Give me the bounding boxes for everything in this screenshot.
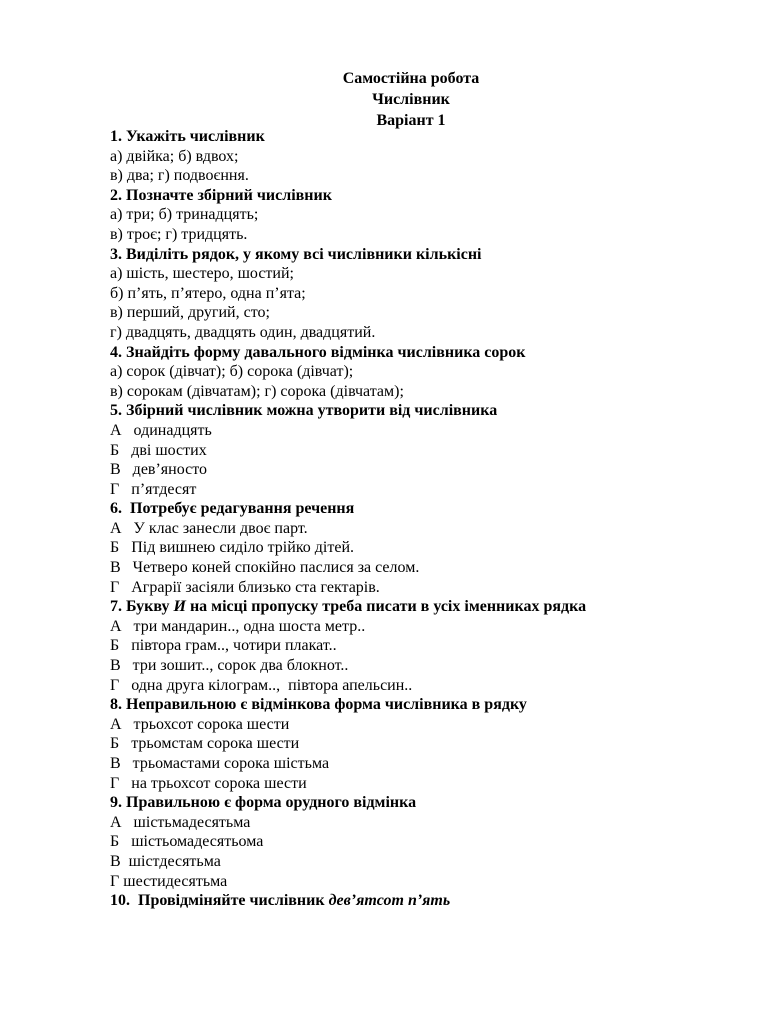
- question-9-title: 9. Правильною є форма орудного відмінка: [110, 794, 417, 812]
- question-8-option-d: Г на трьохсот сорока шести: [110, 774, 307, 792]
- question-7-title-start: 7. Букву: [110, 598, 174, 616]
- question-5-title: 5. Збірний числівник можна утворити від числівника: [110, 402, 498, 420]
- question-8-option-b: Б трьомстам сорока шести: [110, 735, 300, 753]
- worksheet-header: [0, 68, 768, 131]
- question-1-option-line: в) два; г) подвоєння.: [110, 167, 249, 185]
- question-7-option-d: Г одна друга кілограм.., півтора апельсин..: [110, 676, 413, 694]
- question-4-option-line: в) сорокам (дівчатам); г) сорока (дівчатам);: [110, 382, 404, 400]
- question-6-option-b: Б Під вишнею сиділо трійко дітей.: [110, 539, 355, 557]
- question-6-option-c: В Четверо коней спокійно паслися за селом.: [110, 559, 420, 577]
- question-10-title: [110, 891, 760, 911]
- question-9-option-a: А шістьмадесятьма: [110, 813, 251, 831]
- question-8-title: 8. Неправильною є відмінкова форма числівника в рядку: [110, 696, 527, 714]
- question-7-title-end: на місці пропуску треба писати в усіх іменниках рядка: [185, 598, 587, 616]
- question-7-option-b: Б півтора грам.., чотири плакат..: [110, 637, 337, 655]
- question-10-title-start: 10. Провідміняйте числівник: [110, 892, 329, 910]
- question-5-option-c: В дев’яносто: [110, 461, 207, 479]
- question-7-option-c: В три зошит.., сорок два блокнот..: [110, 657, 349, 675]
- worksheet-subtitle: Числівник: [372, 91, 450, 108]
- question-3-option-line: а) шість, шестеро, шостий;: [110, 265, 294, 283]
- question-9-option-d: Г шестидесятьма: [110, 872, 228, 890]
- question-7-title-emphasis: И: [173, 598, 186, 616]
- question-1-title: 1. Укажіть числівник: [110, 128, 265, 145]
- question-2-title: 2. Позначте збірний числівник: [110, 186, 332, 204]
- worksheet-title: Самостійна робота: [342, 70, 480, 87]
- question-3-title: 3. Виділіть рядок, у якому всі числівники кількісні: [110, 245, 482, 263]
- question-5-option-a: А одинадцять: [110, 421, 212, 439]
- question-2-option-line: в) троє; г) тридцять.: [110, 225, 248, 243]
- question-4-option-line: а) сорок (дівчат); б) сорока (дівчат);: [110, 363, 354, 381]
- question-9-option-b: Б шістьомадесятьома: [110, 833, 264, 851]
- question-3-option-line: б) п’ять, п’ятеро, одна п’ята;: [110, 284, 306, 302]
- question-8-option-c: В трьомастами сорока шістьма: [110, 755, 330, 772]
- question-3-option-line: г) двадцять, двадцять один, двадцятий.: [110, 323, 376, 341]
- question-5-option-d: Г п’ятдесят: [110, 480, 197, 498]
- question-10-title-emphasis: дев’ятсот п’ять: [328, 892, 451, 910]
- question-3-option-line: в) перший, другий, сто;: [110, 304, 270, 322]
- question-6-option-d: Г Аграрії засіяли близько ста гектарів.: [110, 578, 380, 596]
- question-6-option-a: А У клас занесли двоє парт.: [110, 519, 308, 537]
- question-7-option-a: А три мандарин.., одна шоста метр..: [110, 617, 366, 635]
- question-5-option-b: Б дві шостих: [110, 441, 207, 459]
- question-4-title: 4. Знайдіть форму давального відмінка числівника сорок: [110, 343, 526, 361]
- worksheet-variant: Варіант 1: [376, 112, 446, 129]
- question-list: [110, 127, 760, 911]
- question-9-option-c: В шістдесятьма: [110, 852, 221, 870]
- question-6-title: 6. Потребує редагування речення: [110, 500, 355, 518]
- question-8-option-a: А трьохсот сорока шести: [110, 715, 290, 733]
- question-1-option-line: а) двійка; б) вдвох;: [110, 147, 239, 165]
- question-7-title: [110, 597, 760, 617]
- question-2-option-line: а) три; б) тринадцять;: [110, 206, 259, 224]
